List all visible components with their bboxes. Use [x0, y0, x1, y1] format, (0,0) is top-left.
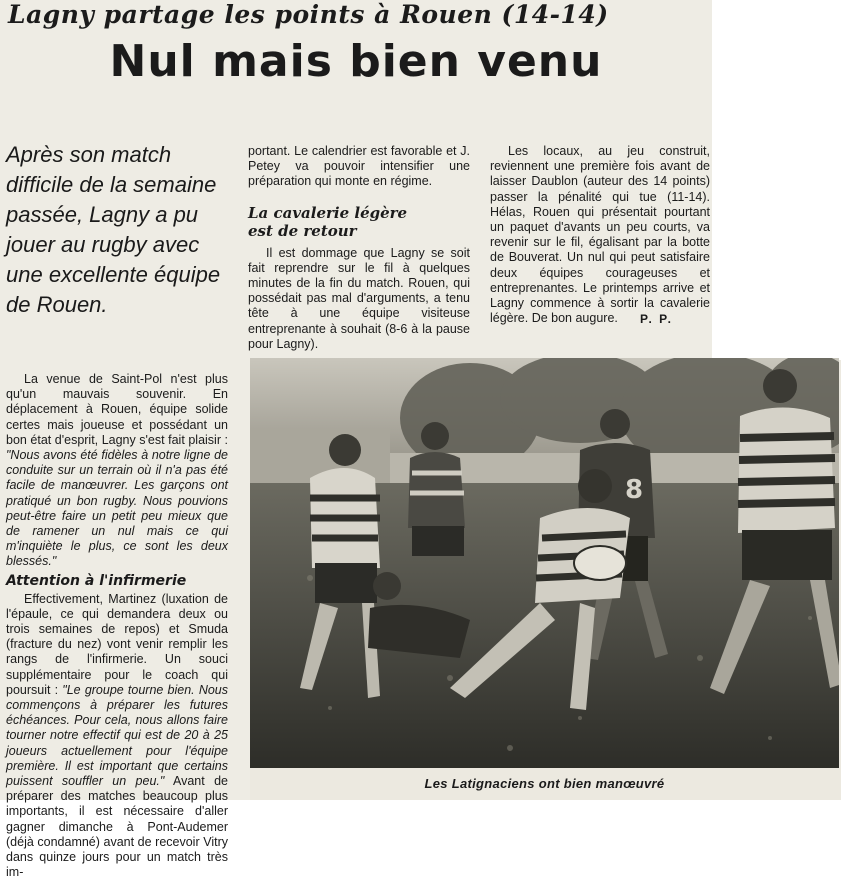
subheading-cavalerie: La cavalerie légère est de retour	[248, 203, 408, 240]
author-signature: P. P.	[640, 312, 673, 326]
paragraph-2-quote: "Le groupe tourne bien. Nous commençons à préparer les futures échéances. Pour cela, nous allons faire tourner notre effectif qui est de 20 à 25 joueurs actuellement pour l'équipe première. Il est important que certains puissent souffler un peu."	[6, 682, 228, 789]
article-column-2	[248, 144, 470, 352]
article-lead: Après son match difficile de la semaine passée, Lagny a pu jouer au rugby avec une excellente équipe de Rouen.	[6, 142, 221, 317]
article-headline: Nul mais bien venu	[109, 36, 603, 87]
paragraph-2-end: Avant de préparer des matches beaucoup plus importants, il est nécessaire d'aller gagner dimanche à Pont-Audemer (déjà condamné) avant de recevoir Vitry dans quinze jours pour un match très im-	[6, 774, 228, 880]
paragraph-4: Il est dommage que Lagny se soit fait reprendre sur le fil à quelques minutes de la fin du match. Rouen, qui possédait pas mal d'arguments, a tenu tête à une équipe visiteuse entreprenante à souhait (8-6 à la pause pour Lagny).	[248, 245, 470, 351]
article-column-1	[6, 372, 228, 881]
svg-text:8: 8	[625, 475, 644, 505]
paragraph-3: portant. Le calendrier est favorable et J. Petey va pouvoir intensifier une préparation qui monte en régime.	[248, 144, 470, 189]
paragraph-2-text: Effectivement, Martinez (luxation de l'épaule, ce qui demandera deux ou trois semaines de repos) et Smuda (fracture du nez) vont venir remplir les rangs de l'infirmerie. Un souci supplémentaire pour le coach qui poursuit :	[6, 591, 228, 697]
paragraph-5: Les locaux, au jeu construit, reviennent une première fois avant de laisser Daublon (auteur des 14 points) passer la pénalité qui tue (11-14). Hélas, Rouen qui présentait pourtant un paquet d'avants un peu courts, va revenir sur le fil, égalisant par la botte de Bouverat. Un nul qui peut satisfaire deux équipes courageuses et entreprenantes. Le printemps arrive et Lagny commence à sortir la cavalerie légère. De bon augure.	[490, 144, 710, 326]
article-kicker: Lagny partage les points à Rouen (14-14)	[8, 0, 609, 29]
paragraph-1	[6, 372, 228, 570]
subheading-infirmerie: Attention à l'infirmerie	[6, 572, 187, 589]
article-column-3	[490, 144, 710, 326]
paragraph-2	[6, 592, 228, 881]
photo-illustration	[250, 358, 839, 768]
paragraph-1-text: La venue de Saint-Pol n'est plus qu'un mauvais souvenir. En déplacement à Rouen, équipe solide certes mais joueuse et possédant un bon état d'esprit, Lagny s'est fait plaisir :	[6, 372, 228, 447]
rugby-match-photo	[250, 358, 839, 768]
photo-caption: Les Latignaciens ont bien manœuvré	[424, 776, 665, 791]
paragraph-1-quote: "Nous avons été fidèles à notre ligne de conduite sur un terrain où il n'a pas été facile de manœuvrer. Les garçons ont pratiqué un bon rugby. Nous pouvions peut-être faire un petit peu mieux que de ramener un nul mais ce qui m'inquiète le plus, ce sont les deux blessés."	[6, 448, 228, 569]
